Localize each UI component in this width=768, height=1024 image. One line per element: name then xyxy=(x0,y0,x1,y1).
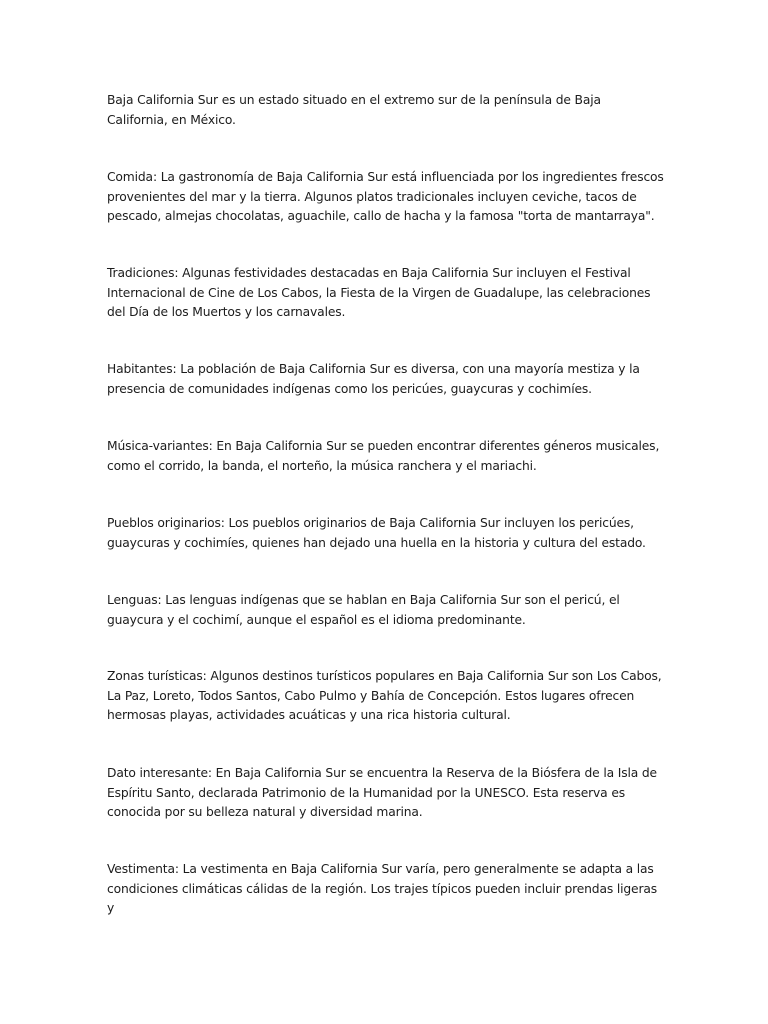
paragraph-dato-interesante: Dato interesante: En Baja California Sur se encuentra la Reserva de la Biósfera de la Isla de Espíritu Santo, declarada Patrimonio de la Humanidad por la UNESCO. Esta reserva es conocida por su belleza natural y diversidad marina. xyxy=(107,766,657,819)
paragraph-zonas-turisticas: Zonas turísticas: Algunos destinos turísticos populares en Baja California Sur son Los Cabos, La Paz, Loreto, Todos Santos, Cabo Pulmo y Bahía de Concepción. Estos lugares ofrecen hermosas playas, actividades acuáticas y una rica historia cultural. xyxy=(107,669,662,722)
paragraph-musica: Música-variantes: En Baja California Sur se pueden encontrar diferentes géneros musicales, como el corrido, la banda, el norteño, la música ranchera y el mariachi. xyxy=(107,439,660,473)
paragraph-lenguas: Lenguas: Las lenguas indígenas que se hablan en Baja California Sur son el pericú, el guaycura y el cochimí, aunque el español es el idioma predominante. xyxy=(107,593,620,627)
paragraph-habitantes: Habitantes: La población de Baja California Sur es diversa, con una mayoría mestiza y la presencia de comunidades indígenas como los pericúes, guaycuras y cochimíes. xyxy=(107,362,640,396)
paragraph-comida: Comida: La gastronomía de Baja California Sur está influenciada por los ingredientes frescos provenientes del mar y la tierra. Algunos platos tradicionales incluyen ceviche, tacos de pescado, almejas chocolatas, aguachile, callo de hacha y la famosa "torta de mantarraya". xyxy=(107,170,664,223)
paragraph-tradiciones: Tradiciones: Algunas festividades destacadas en Baja California Sur incluyen el Festival Internacional de Cine de Los Cabos, la Fiesta de la Virgen de Guadalupe, las celebraciones del Día de los Muertos y los carnavales. xyxy=(107,266,651,319)
paragraph-pueblos: Pueblos originarios: Los pueblos originarios de Baja California Sur incluyen los pericúes, guaycuras y cochimíes, quienes han dejado una huella en la historia y cultura del estado. xyxy=(107,516,646,550)
paragraph-vestimenta: Vestimenta: La vestimenta en Baja California Sur varía, pero generalmente se adapta a las condiciones climáticas cálidas de la región. Los trajes típicos pueden incluir prendas ligeras y xyxy=(107,862,658,915)
paragraph-intro: Baja California Sur es un estado situado en el extremo sur de la península de Baja California, en México. xyxy=(107,93,601,127)
